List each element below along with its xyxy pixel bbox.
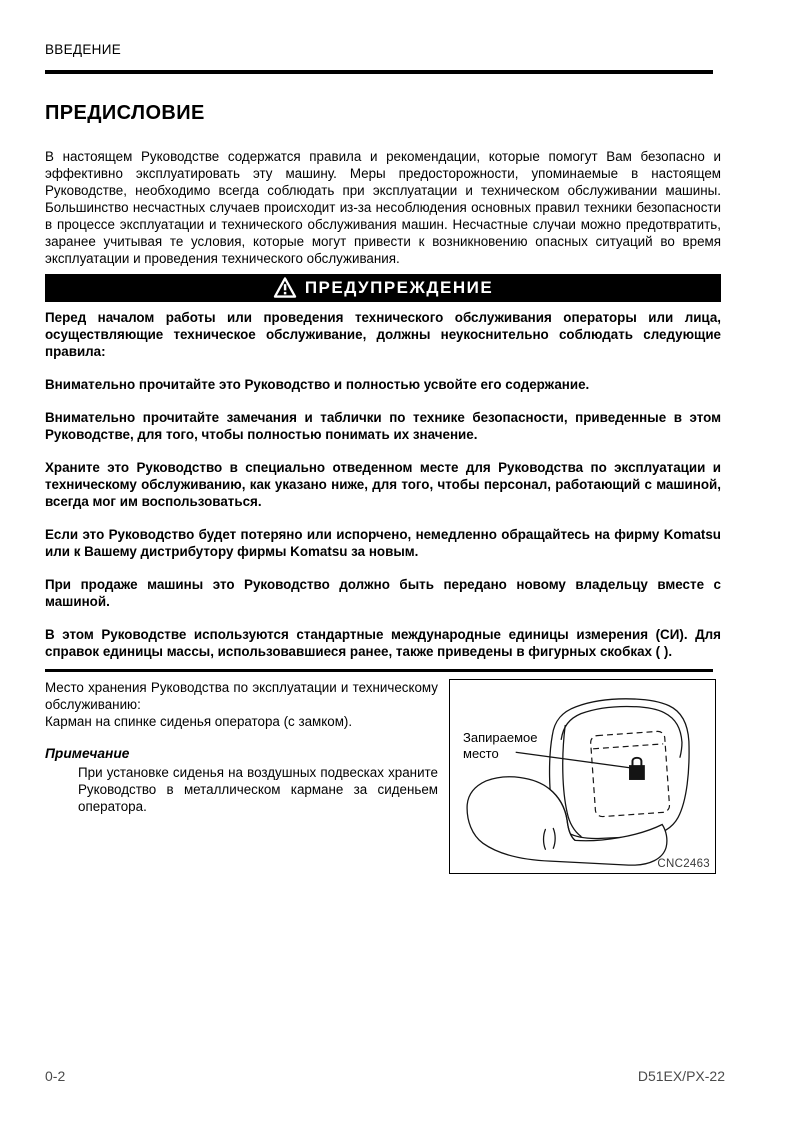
warning-paragraph: Внимательно прочитайте это Руководство и полностью усвойте его содержание. [45,376,590,392]
warning-paragraph: Если это Руководство будет потеряно или испорчено, немедленно обращайтесь на фирму Komatsu или к Вашему дистрибутору фирмы Komatsu за новым. [45,526,721,559]
figure-code: CNC2463 [657,858,710,870]
storage-pocket-text: Карман на спинке сиденья оператора (с замком). [45,714,353,729]
page-content [45,0,721,874]
page-number: 0-2 [45,1068,66,1084]
warning-paragraph: Внимательно прочитайте замечания и таблички по технике безопасности, приведенные в этом Руководстве, для того, чтобы полностью понимать их значение. [45,409,721,442]
warning-paragraph: При продаже машины это Руководство должно быть передано новому владельцу вместе с машиной. [45,576,721,609]
model-code: D51EX/PX-22 [637,1068,725,1084]
padlock-icon [629,758,645,780]
warning-paragraph: Храните это Руководство в специально отведенном месте для Руководства по эксплуатации и техническому обслуживанию, как указано ниже, для того, чтобы персонал, работающий с машиной, всегда мог им воспользоваться. [45,459,721,509]
note-body: При установке сиденья на воздушных подвесках храните Руководство в металлическом кармане за сиденьем оператора. [78,765,438,814]
warning-banner-label: ПРЕДУПРЕЖДЕНИЕ [304,277,494,297]
warning-paragraph: Перед началом работы или проведения технического обслуживания операторы или лица, осуществляющие техническое обслуживание, должны неукоснительно соблюдать следующие правила: [45,309,721,359]
storage-section [45,679,721,874]
note-title: Примечание [45,746,130,761]
warning-banner [45,274,721,302]
seat-drawing [450,680,715,873]
storage-text-column [45,679,438,874]
storage-location-text: Место хранения Руководства по эксплуатации и техническому обслуживанию: [45,680,438,712]
section-divider-rule [45,669,713,673]
warning-paragraphs [45,309,721,660]
warning-paragraph: В этом Руководстве используются стандартные международные единицы измерения (СИ). Для справок единицы массы, использовавшиеся ранее, также приведены в фигурных скобках ( ). [45,626,721,659]
header-rule [45,70,713,74]
warning-triangle-icon [273,277,297,298]
seat-figure [449,679,716,874]
page-title: ПРЕДИСЛОВИЕ [45,101,205,124]
intro-paragraph: В настоящем Руководстве содержатся правила и рекомендации, которые помогут Вам безопасно и эффективно эксплуатировать эту машину. Меры предосторожности, упоминаемые в настоящем Руководстве, необходимо всегда соблюдать при эксплуатации и техническом обслуживании машины. Большинство несчастных случаев происходит из-за несоблюдения основных правил техники безопасности в процессе эксплуатации и технического обслуживания машин. Несчастные случаи можно предотвратить, заранее учитывая те условия, которые могут привести к возникновению опасных ситуаций во время эксплуатации и проведения технического обслуживания. [45,148,721,266]
figure-callout-label: Запираемое место [463,730,538,761]
running-header: ВВЕДЕНИЕ [45,42,122,57]
